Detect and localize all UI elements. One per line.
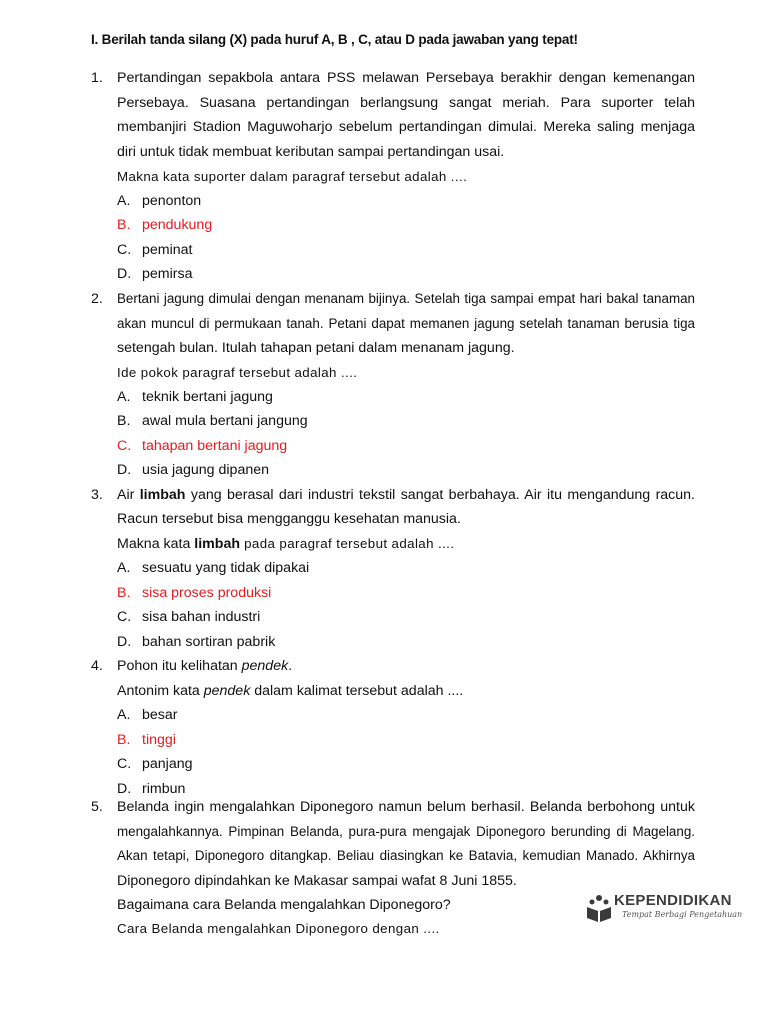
q3-option-a: sesuatu yang tidak dipakai bbox=[142, 560, 310, 576]
q2-option-a: teknik bertani jagung bbox=[142, 389, 273, 405]
keyword-pendek: pendek bbox=[203, 683, 251, 699]
keyword-limbah: limbah bbox=[194, 536, 241, 552]
q4-option-a-letter: A. bbox=[117, 707, 131, 723]
q3-option-c-letter: C. bbox=[117, 609, 132, 625]
question-4-sentence: Pohon itu kelihatan pendek. bbox=[117, 658, 293, 674]
q4-option-c-letter: C. bbox=[117, 756, 132, 772]
q4-option-b-letter: B. bbox=[117, 732, 131, 748]
question-4-prompt: Antonim kata pendek dalam kalimat tersebut adalah .... bbox=[117, 683, 464, 699]
question-3-paragraph-line-2: Racun tersebut bisa mengganggu kesehatan manusia. bbox=[117, 511, 461, 527]
question-2-prompt: Ide pokok paragraf tersebut adalah .... bbox=[117, 365, 358, 380]
question-1-prompt: Makna kata suporter dalam paragraf tersebut adalah .... bbox=[117, 169, 468, 184]
question-5-answer-stem: Cara Belanda mengalahkan Diponegoro dengan .... bbox=[117, 921, 440, 936]
q1-option-c-letter: C. bbox=[117, 242, 132, 258]
q1-option-c: peminat bbox=[142, 242, 193, 258]
q2-option-d: usia jagung dipanen bbox=[142, 462, 270, 478]
question-3-prompt: Makna kata limbah pada paragraf tersebut adalah .... bbox=[117, 536, 455, 552]
q1-option-a: penonton bbox=[142, 193, 202, 209]
question-5-paragraph-line-2: mengalahkannya. Pimpinan Belanda, pura-pura mengajak Diponegoro berunding di Magelang. bbox=[117, 824, 695, 839]
question-2-paragraph-line-2: akan muncul di permukaan tanah. Petani dapat memanen jagung setelah tanaman berusia tiga bbox=[117, 316, 695, 331]
q1-option-d-letter: D. bbox=[117, 266, 132, 282]
q1-option-a-letter: A. bbox=[117, 193, 131, 209]
question-2-paragraph-line-1: Bertani jagung dimulai dengan menanam bijinya. Setelah tiga sampai empat hari bakal tanaman bbox=[117, 291, 695, 306]
q1-option-b-answer: pendukung bbox=[142, 217, 213, 233]
q1-option-b-letter: B. bbox=[117, 217, 131, 233]
q2-option-c-letter: C. bbox=[117, 438, 132, 454]
q2-option-d-letter: D. bbox=[117, 462, 132, 478]
q4-option-c: panjang bbox=[142, 756, 193, 772]
q4-option-d: rimbun bbox=[142, 781, 186, 797]
logo-name: KEPENDIDIKAN bbox=[614, 892, 732, 909]
question-1-number: 1. bbox=[91, 70, 103, 86]
logo-tagline: Tempat Berbagi Pengetahuan bbox=[622, 910, 743, 919]
q3-option-c: sisa bahan industri bbox=[142, 609, 261, 625]
keyword-limbah: limbah bbox=[139, 487, 186, 503]
q3-option-a-letter: A. bbox=[117, 560, 131, 576]
q4-option-b-answer: tinggi bbox=[142, 732, 176, 748]
question-5-paragraph-line-1: Belanda ingin mengalahkan Diponegoro namun belum berhasil. Belanda berbohong untuk bbox=[117, 799, 695, 815]
question-2-number: 2. bbox=[91, 291, 103, 307]
q3-option-b-answer: sisa proses produksi bbox=[142, 585, 272, 601]
question-1-paragraph-line-4: diri untuk tidak membuat keributan sampai pertandingan usai. bbox=[117, 144, 505, 160]
q1-option-d: pemirsa bbox=[142, 266, 193, 282]
q3-option-b-letter: B. bbox=[117, 585, 131, 601]
q2-option-c-answer: tahapan bertani jagung bbox=[142, 438, 288, 454]
q2-option-b-letter: B. bbox=[117, 413, 131, 429]
question-4-number: 4. bbox=[91, 658, 103, 674]
q3-option-d: bahan sortiran pabrik bbox=[142, 634, 276, 650]
question-1-paragraph-line-2: Persebaya. Suasana pertandingan berlangsung sangat meriah. Para suporter telah bbox=[117, 95, 695, 111]
q4-option-d-letter: D. bbox=[117, 781, 132, 797]
question-1-paragraph-line-3: membanjiri Stadion Maguwoharjo sebelum pertandingan dimulai. Mereka saling menjaga bbox=[117, 119, 695, 135]
question-3-paragraph-line-1: Air limbah yang berasal dari industri tekstil sangat berbahaya. Air itu mengandung racun. bbox=[117, 487, 696, 503]
q3-option-d-letter: D. bbox=[117, 634, 132, 650]
keyword-pendek: pendek bbox=[241, 658, 289, 674]
q2-option-b: awal mula bertani jangung bbox=[142, 413, 308, 429]
question-5-paragraph-line-3: Akan tetapi, Diponegoro ditangkap. Beliau diasingkan ke Batavia, kemudian Manado. Akhirnya bbox=[117, 848, 695, 863]
question-5-number: 5. bbox=[91, 799, 103, 815]
question-2-paragraph-line-3: setengah bulan. Itulah tahapan petani dalam menanam jagung. bbox=[117, 340, 515, 356]
question-3-number: 3. bbox=[91, 487, 103, 503]
instruction-heading: I. Berilah tanda silang (X) pada huruf A, B , C, atau D pada jawaban yang tepat! bbox=[91, 32, 578, 47]
q2-option-a-letter: A. bbox=[117, 389, 131, 405]
question-5-prompt: Bagaimana cara Belanda mengalahkan Diponegoro? bbox=[117, 897, 451, 913]
question-1-paragraph-line-1: Pertandingan sepakbola antara PSS melawan Persebaya berakhir dengan kemenangan bbox=[117, 70, 695, 86]
question-5-paragraph-line-4: Diponegoro dipindahkan ke Makasar sampai wafat 8 Juni 1855. bbox=[117, 873, 517, 889]
q4-option-a: besar bbox=[142, 707, 178, 723]
people-book-icon bbox=[586, 894, 612, 924]
kependidikan-logo bbox=[586, 892, 743, 926]
